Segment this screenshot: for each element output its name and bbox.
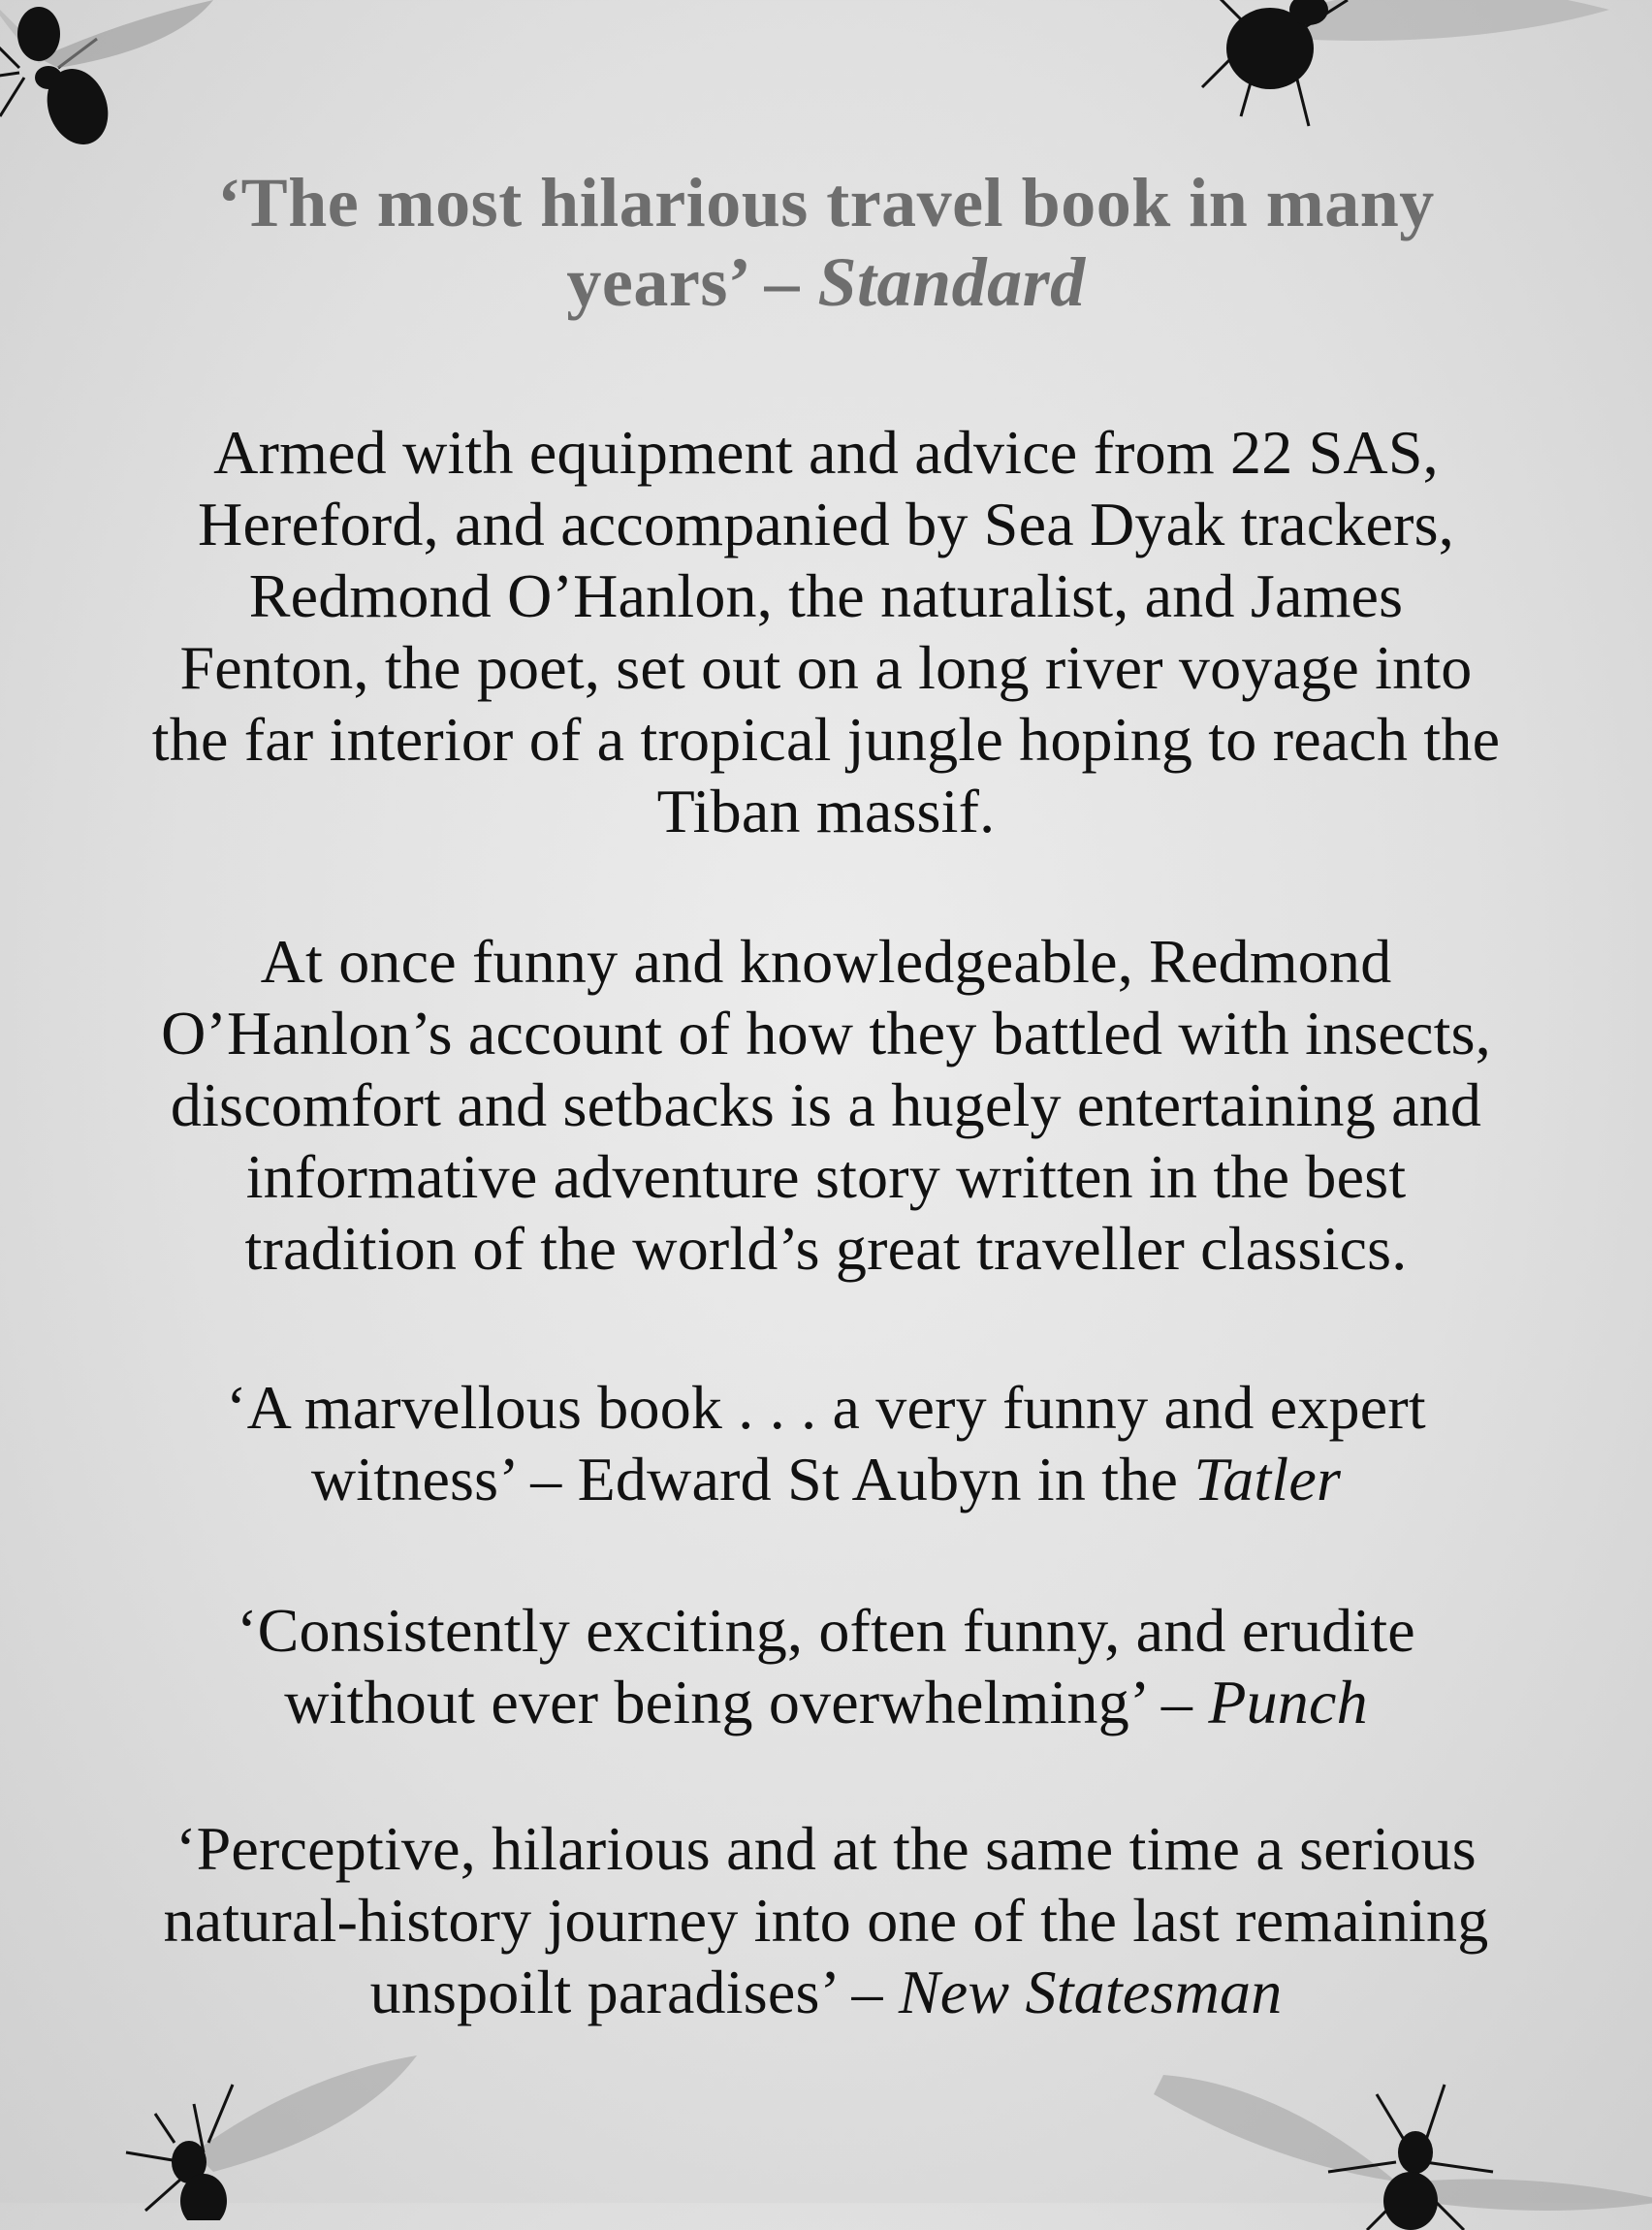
text-line — [19, 1667, 1633, 1738]
quote-source: New Statesman — [898, 1958, 1283, 2026]
review-quote — [19, 1813, 1633, 2028]
quote-text: without ever being overwhelming’ – — [284, 1668, 1209, 1736]
text-line: the far interior of a tropical jungle hoping to reach the — [151, 705, 1501, 774]
winged-ant-icon — [107, 2046, 427, 2220]
quote-text: unspoilt paradises’ – — [369, 1958, 899, 2026]
text-line: Armed with equipment and advice from 22 SAS, — [213, 418, 1439, 487]
quote-text: witness’ – Edward St Aubyn in the — [310, 1445, 1194, 1513]
headline-quote — [19, 163, 1633, 322]
headline-line: ‘The most hilarious travel book in many — [217, 164, 1435, 241]
headline-source: Standard — [817, 243, 1086, 321]
text-line: Tiban massif. — [656, 777, 996, 845]
winged-ant-icon — [0, 0, 242, 175]
headline-text: years’ – — [566, 243, 818, 321]
text-line: discomfort and setbacks is a hugely entertaining and — [170, 1070, 1482, 1139]
text-line: At once funny and knowledgeable, Redmond — [260, 927, 1392, 996]
review-quote — [19, 1372, 1633, 1515]
text-line: ‘A marvellous book . . . a very funny and expert — [226, 1373, 1426, 1442]
text-line: natural-history journey into one of the last remaining — [163, 1886, 1489, 1955]
winged-ant-icon — [1183, 0, 1619, 155]
text-line — [19, 1957, 1633, 2028]
review-quote — [19, 1595, 1633, 1738]
headline-line — [19, 242, 1633, 322]
text-line: tradition of the world’s great traveller classics. — [244, 1214, 1408, 1283]
text-line: informative adventure story written in the best — [245, 1142, 1407, 1211]
quote-source: Punch — [1208, 1668, 1368, 1736]
quote-source: Tatler — [1193, 1445, 1342, 1513]
synopsis-paragraph — [19, 417, 1633, 847]
text-line: Fenton, the poet, set out on a long river voyage into — [179, 633, 1473, 702]
synopsis-paragraph — [19, 926, 1633, 1285]
text-line: ‘Consistently exciting, often funny, and erudite — [237, 1596, 1415, 1665]
text-line: O’Hanlon’s account of how they battled with insects, — [161, 999, 1491, 1067]
winged-ant-icon — [1134, 2055, 1652, 2230]
text-line — [19, 1444, 1633, 1515]
text-line: Hereford, and accompanied by Sea Dyak trackers, — [198, 490, 1454, 558]
text-line: ‘Perceptive, hilarious and at the same time a serious — [175, 1814, 1477, 1883]
text-line: Redmond O’Hanlon, the naturalist, and James — [248, 561, 1404, 630]
